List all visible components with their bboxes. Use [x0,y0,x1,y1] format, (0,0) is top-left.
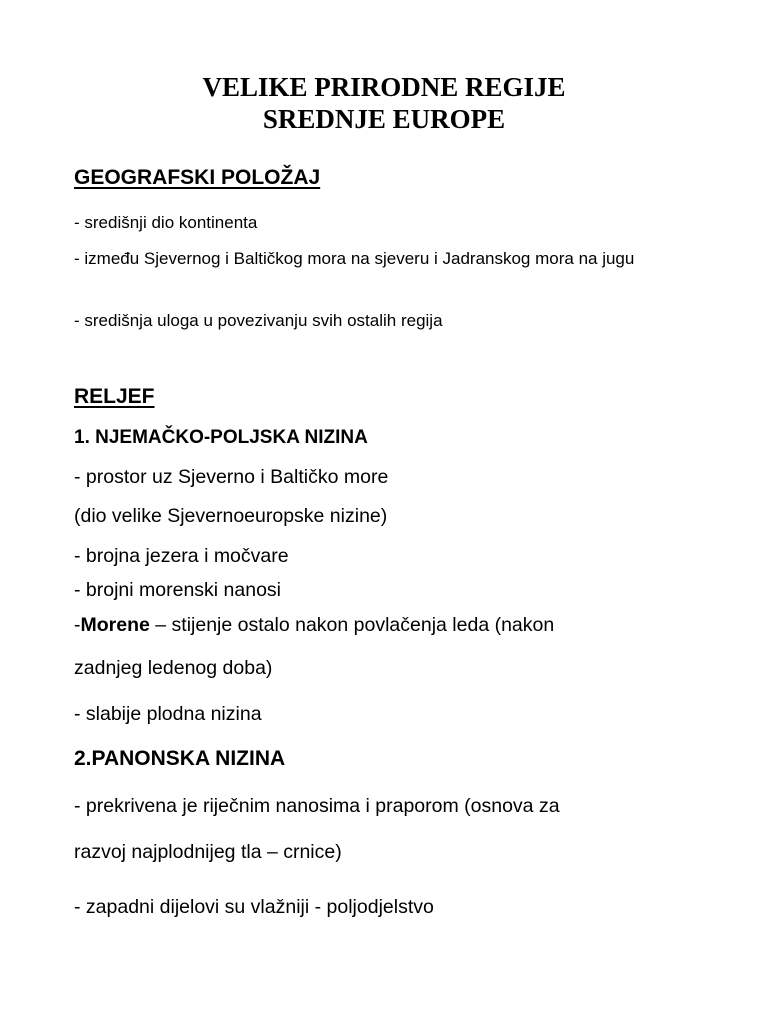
relief-line: zadnjeg ledenog doba) [74,657,273,679]
relief-line: - prekrivena je riječnim nanosima i praporom (osnova za [74,795,560,817]
subsection-title-2: 2.PANONSKA NIZINA [74,747,286,770]
morene-def: – stijenje ostalo nakon povlačenja leda (nakon [149,614,555,636]
geo-item: - između Sjevernog i Baltičkog mora na sjeveru i Jadranskog mora na jugu [74,249,635,268]
relief-line: razvoj najplodnijeg tla – crnice) [74,841,342,863]
document-title-line1: VELIKE PRIRODNE REGIJE [202,72,566,102]
section-heading-geo: GEOGRAFSKI POLOŽAJ [74,166,321,189]
relief-line: - prostor uz Sjeverno i Baltičko more [74,466,389,488]
document-title-line2: SREDNJE EUROPE [262,104,506,134]
relief-line: - brojna jezera i močvare [74,545,289,567]
morene-definition [74,613,554,637]
geo-item: - središnja uloga u povezivanju svih ostalih regija [74,311,443,330]
relief-line: - slabije plodna nizina [74,703,262,725]
morene-prefix: - [74,614,81,636]
geo-item: - središnji dio kontinenta [74,213,258,232]
section-heading-relief: RELJEF [74,385,155,408]
relief-line: (dio velike Sjevernoeuropske nizine) [74,505,388,527]
relief-line: - brojni morenski nanosi [74,579,282,601]
relief-line: - zapadni dijelovi su vlažniji - poljodjelstvo [74,896,434,918]
subsection-title-1: 1. NJEMAČKO-POLJSKA NIZINA [74,427,368,448]
morene-term: Morene [80,614,150,636]
